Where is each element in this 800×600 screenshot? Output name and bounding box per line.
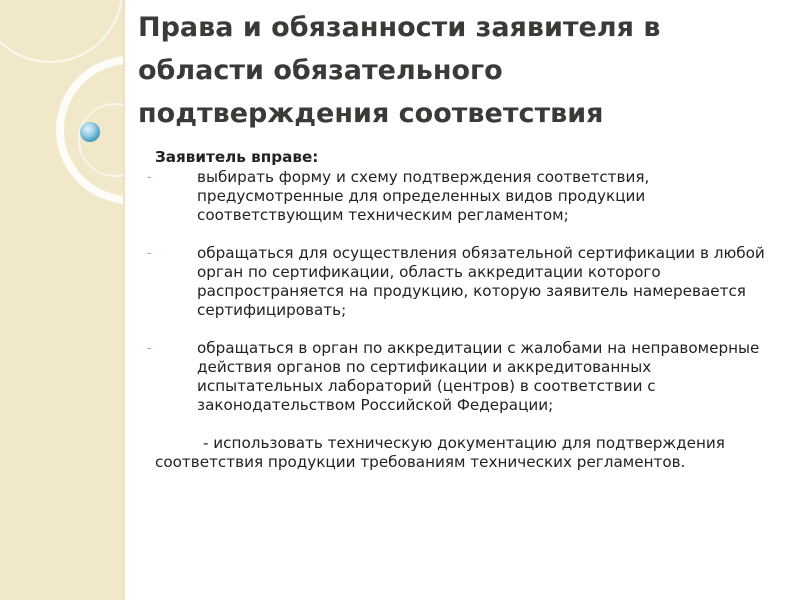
bullet-marker: - [147,246,152,261]
list-item [147,339,765,415]
tail-paragraph: - использовать техническую документацию для подтверждения соответствия продукции требованиям технических регламентов. [155,434,725,471]
bullet-marker: - [147,341,152,356]
list-item [147,244,765,320]
bubble-icon [76,118,106,148]
lead-text: Заявитель вправе: [155,148,319,166]
list-item-text: выбирать форму и схему подтверждения соответствия, предусмотренные для определенных видов продукции соответствующим техническим регламентом; [197,168,650,224]
list-item-text: обращаться в орган по аккредитации с жалобами на неправомерные действия органов по сертификации и аккредитованных испытательных лабораторий (центров) в соответствии с законодательством Российской Федерации; [197,339,760,414]
list-item-text: обращаться для осуществления обязательной сертификации в любой орган по сертификации, область аккредитации которого распространяется на продукцию, которую заявитель намеревается сертифицировать; [197,244,765,319]
slide-body [147,148,765,472]
slide-title: Права и обязанности заявителя в области обязательного подтверждения соответствия [138,12,661,129]
decorative-circles [0,0,123,600]
list-item [147,168,765,225]
bullet-marker: - [147,170,152,185]
sidebar-divider [123,0,125,600]
decorative-sidebar [0,0,123,600]
